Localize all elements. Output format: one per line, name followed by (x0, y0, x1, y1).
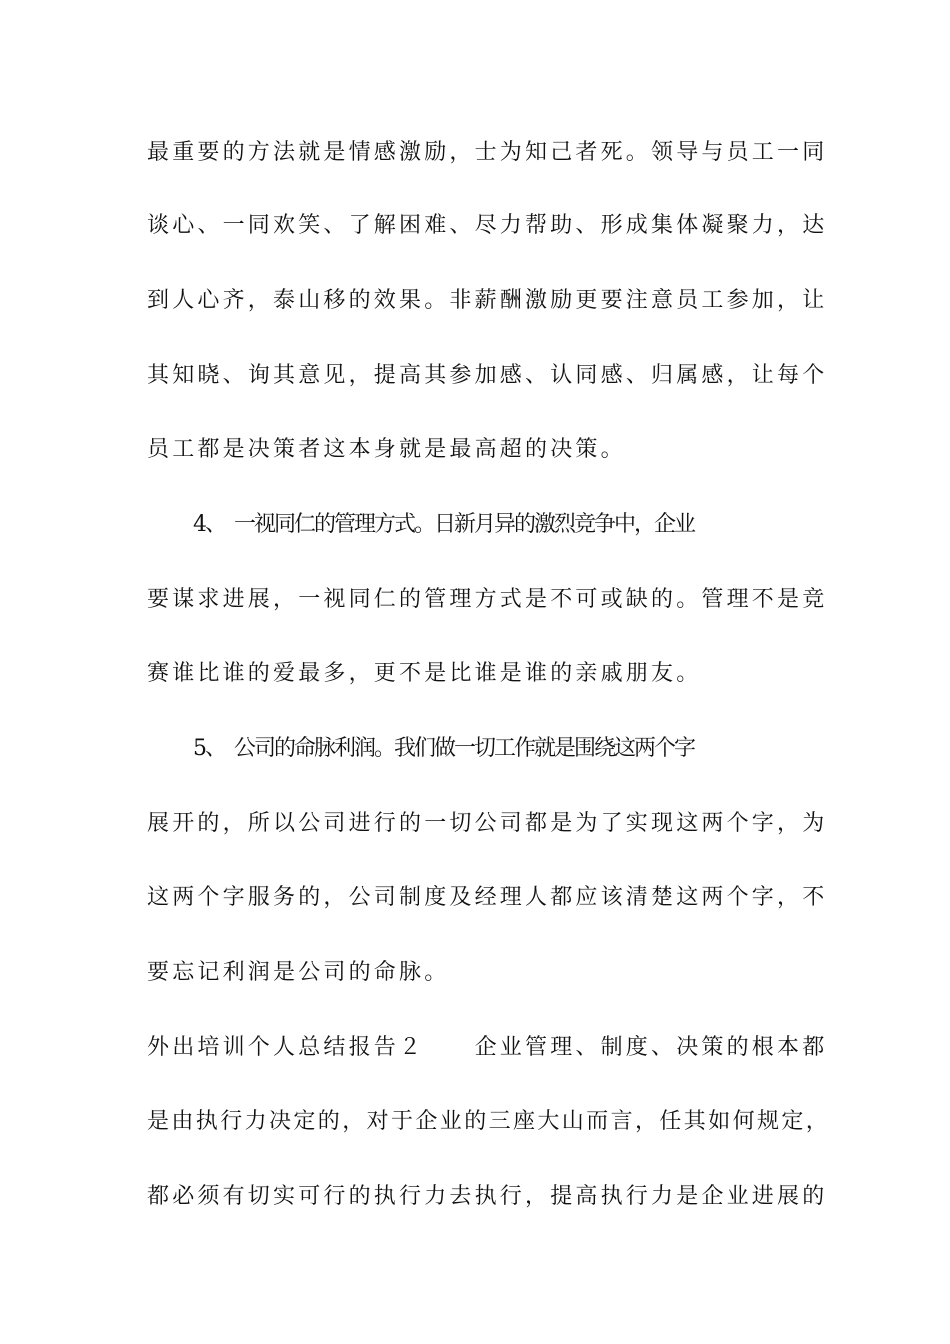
text-line-4: 其知晓、询其意见，提高其参加感、认同感、归属感，让每个 (147, 363, 828, 388)
text-line-13: 外出培训个人总结报告２ 企业管理、制度、决策的根本都 (147, 1035, 828, 1060)
text-line-15: 都必须有切实可行的执行力去执行，提高执行力是企业进展的 (147, 1184, 828, 1209)
text-line-14: 是由执行力决定的，对于企业的三座大山而言，任其如何规定， (147, 1109, 831, 1134)
text-line-3: 到人心齐，泰山移的效果。非薪酬激励更要注意员工参加，让 (147, 288, 828, 313)
text-line-7: 要谋求进展，一视同仁的管理方式是不可或缺的。管理不是竞 (147, 587, 828, 612)
text-line-1: 最重要的方法就是情感激励，士为知己者死。领导与员工一同 (147, 140, 828, 165)
text-line-2: 谈心、一同欢笑、了解困难、尽力帮助、形成集体凝聚力，达 (147, 213, 828, 238)
text-line-10: 展开的，所以公司进行的一切公司都是为了实现这两个字，为 (147, 811, 828, 836)
text-line-12: 要忘记利润是公司的命脉。 (147, 960, 450, 985)
text-line-11: 这两个字服务的，公司制度及经理人都应该清楚这两个字，不 (147, 885, 828, 910)
text-line-5: 员工都是决策者这本身就是最高超的决策。 (147, 437, 626, 462)
text-line-6: 4、 一视同仁的管理方式。日新月异的激烈竞争中，企业 (193, 512, 694, 537)
text-line-9: 5、 公司的命脉利润。我们做一切工作就是围绕这两个字 (193, 736, 694, 761)
text-line-8: 赛谁比谁的爱最多，更不是比谁是谁的亲戚朋友。 (147, 661, 702, 686)
